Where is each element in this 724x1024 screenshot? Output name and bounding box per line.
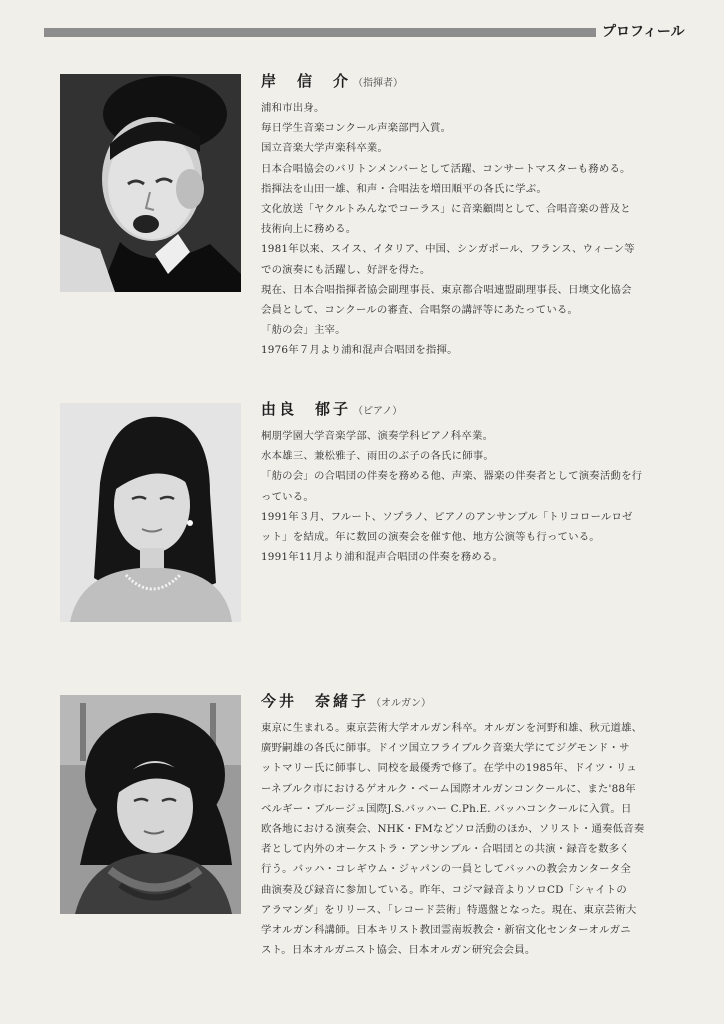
profile-bio [261,426,681,567]
bio-line: スト。日本オルガニスト協会、日本オルガン研究会会員。 [261,944,536,957]
profile-bio [261,98,681,361]
profile-role: （ピアノ） [353,406,403,417]
bio-line: ベルギー・ブルージュ国際J.S.バッハー C.Ph.E. バッハコンクールに入賞。日 [261,802,632,815]
bio-line: 学オルガン科講師。日本キリスト教団霊南坂教会・新宿文化センターオルガニ [261,924,631,937]
profile-bio [261,718,681,960]
bio-line: 「舫の会」の合唱団の伴奏を務める他、声楽、器楽の伴奏者として演奏活動を行 [261,470,643,483]
bio-line: 1991年11月より浦和混声合唱団の伴奏を務める。 [261,551,504,564]
portrait-organist-icon [60,695,241,914]
bio-line: 日本合唱協会のバリトンメンバーとして活躍、コンサートマスターも務める。 [261,162,631,175]
bio-line: 国立音楽大学声楽科卒業。 [261,142,389,155]
bio-line: 1981年以来、スイス、イタリア、中国、シンガポール、フランス、ウィーン等 [261,243,635,256]
profile-role: （指揮者） [353,78,404,89]
bio-line: 欧各地における演奏会、NHK・FMなどソロ活動のほか、ソリスト・通奏低音奏 [261,823,645,836]
bio-line: ーネブルク市におけるゲオルク・ベーム国際オルガンコンクールに、また'88年 [261,782,636,795]
bio-line: 現在、日本合唱指揮者協会副理事長、東京都合唱連盟副理事長、日墺文化協会 [261,283,632,296]
portrait-pianist-icon [60,403,241,622]
profile-role: （オルガン） [371,698,432,709]
profile-name: 岸 信 介 [261,72,352,90]
bio-line: 行う。バッハ・コレギウム・ジャパンの一員としてバッハの教会カンタータ全 [261,863,631,876]
profile-name: 今井 奈緒子 [261,692,370,710]
bio-line: 水本雄三、兼松雅子、雨田のぶ子の各氏に師事。 [261,450,494,463]
bio-line: 東京に生まれる。東京芸術大学オルガン科卒。オルガンを河野和雄、秋元道雄、 [261,722,643,734]
bio-line: での演奏にも活躍し、好評を得た。 [261,263,431,276]
profile-name: 由良 郁子 [261,400,352,418]
portrait-conductor-icon [60,74,241,292]
bio-line: 者として内外のオーケストラ・アンサンブル・合唱団との共演・録音を数多く [261,843,630,856]
section-title: プロフィール [602,24,685,40]
bio-line: 指揮法を山田一雄、和声・合唱法を増田順平の各氏に学ぶ。 [261,182,548,195]
bio-line: 浦和市出身。 [261,102,325,114]
bio-line: 1976年７月より浦和混声合唱団を指揮。 [261,344,458,357]
bio-line: 廣野嗣雄の各氏に師事。ドイツ国立フライブルク音楽大学にてジグモンド・サ [261,742,630,755]
bio-line: 毎日学生音楽コンクール声楽部門入賞。 [261,122,452,135]
bio-line: 技術向上に務める。 [261,223,357,236]
bio-line: 1991年３月、フルート、ソプラノ、ピアノのアンサンブル「トリコロールロゼ [261,510,633,523]
bio-line: っている。 [261,490,314,503]
header-rule [44,28,596,37]
bio-line: ットマリー氏に師事し、同校を最優秀で修了。在学中の1985年、ドイツ・リュ [261,762,637,775]
bio-line: ット」を結成。年に数回の演奏会を催す他、地方公演等も行っている。 [261,531,600,544]
bio-line: 文化放送「ヤクルトみんなでコーラス」に音楽顧問として、合唱音楽の普及と [261,203,631,216]
bio-line: アラマンダ」をリリース、「レコード芸術」特選盤となった。現在、東京芸術大 [261,903,637,916]
bio-line: 会員として、コンクールの審査、合唱祭の講評等にあたっている。 [261,304,579,317]
bio-line: 曲演奏及び録音に参加している。昨年、コジマ録音よりソロCD「シャイトの [261,883,627,896]
bio-line: 桐朋学園大学音楽学部、演奏学科ピアノ科卒業。 [261,430,494,442]
bio-line: 「舫の会」主宰。 [261,324,346,337]
